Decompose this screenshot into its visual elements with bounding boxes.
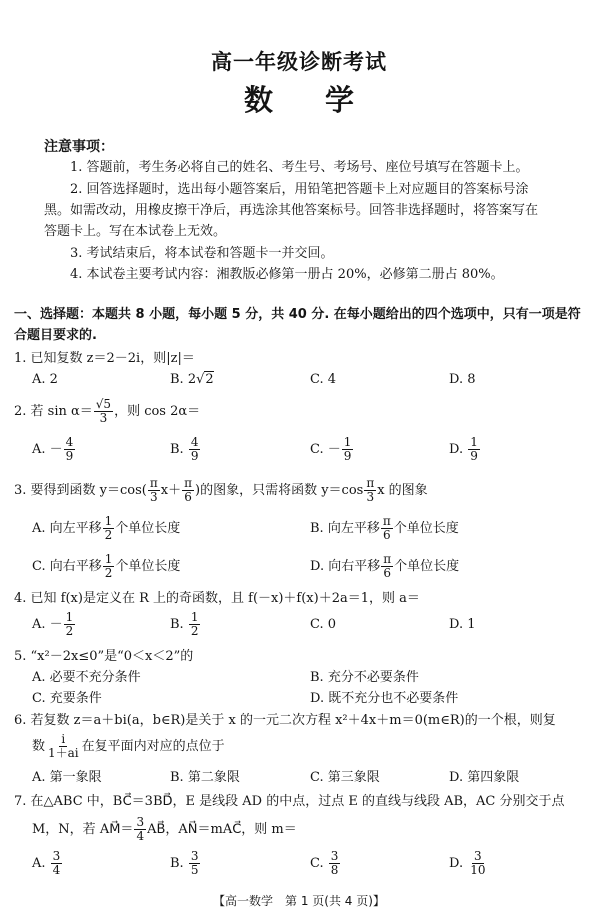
notice-item-2-end: 答题卡上。写在本试卷上无效。 [44,224,227,239]
notice-item-4: 4. 本试卷主要考试内容：湘教版必修第一册占 20%，必修第二册占 80%。 [70,267,504,282]
q7-option-c [310,850,341,877]
fraction [342,436,354,463]
label: A. 向左平移 [32,521,102,536]
fraction [134,816,146,843]
numerator: π [184,476,192,490]
page-footer: 【高一数学 第 1 页(共 4 页)】 [213,894,385,908]
numerator: 1 [343,435,352,449]
q5-option-a: A. 必要不充分条件 [32,670,141,685]
question-7-stem-2 [32,816,297,843]
numerator: 1 [104,514,113,528]
denominator: 9 [470,449,478,463]
notice-item-2: 2. 回答选择题时，选出每小题答案后，用铅笔把答题卡上对应题目的答案标号涂 [70,182,529,197]
fraction [468,436,480,463]
exam-title: 高一年级诊断考试 [211,50,387,74]
q6-option-a: A. 第一象限 [32,770,102,785]
label: C. 向右平移 [32,559,102,574]
question-1-stem: 1. 已知复数 z＝2－2i，则|z|＝ [14,351,195,366]
numerator: 1 [190,610,199,624]
denominator: 3 [99,411,108,425]
denominator: 9 [190,449,199,463]
label: A. － [32,617,63,632]
notice-heading: 注意事项： [44,139,114,155]
fraction [364,477,376,504]
label: B. 向左平移 [310,521,380,536]
numerator: 1 [104,552,113,566]
q2-stem-post: ，则 cos 2α＝ [114,404,201,419]
label: C. [310,856,328,871]
denominator: 4 [136,829,145,843]
denominator: 6 [184,490,192,504]
fraction [148,477,160,504]
denominator: 5 [190,863,199,877]
fraction [182,477,194,504]
question-7-stem-1: 7. 在△ABC 中，BC⃗＝3BD⃗，E 是线段 AD 的中点，过点 E 的直线与线段 AB，AC 分别交于点 [14,794,565,809]
fraction [381,515,393,542]
q5-option-c: C. 充要条件 [32,691,102,706]
q1-option-b [170,372,214,387]
fraction [381,553,393,580]
q5-option-d: D. 既不充分也不必要条件 [310,691,459,706]
denominator: 6 [383,566,391,580]
numerator: 4 [190,435,199,449]
q6-option-c: C. 第三象限 [310,770,380,785]
label: D. [449,442,468,457]
q7-option-a [32,850,63,877]
fraction [46,733,81,760]
tail: 个单位长度 [115,559,181,574]
denominator: 1＋ai [48,746,79,760]
q6-option-b: B. 第二象限 [170,770,240,785]
numerator: π [383,552,392,566]
numerator: i [61,732,66,746]
q4-option-c: C. 0 [310,617,337,632]
q4-option-b [170,611,201,638]
q7-option-b [170,850,201,877]
subject-title: 数学 [243,83,406,117]
q3-option-b [310,515,459,542]
denominator: 9 [343,449,352,463]
numerator: 3 [52,849,61,863]
section-heading: 一、选择题：本题共 8 小题，每小题 5 分，共 40 分. 在每小题给出的四个选项中，只有一项是符合题目要求的. [14,307,581,343]
denominator: 10 [470,863,486,877]
q1-option-b-label: B. 2 [170,372,197,387]
denominator: 2 [190,624,199,638]
question-3-stem [14,477,428,504]
fraction [64,611,76,638]
numerator: 3 [190,849,199,863]
numerator: 1 [470,435,478,449]
sqrt-symbol: √ [196,372,205,387]
denominator: 3 [150,490,158,504]
fraction [51,850,63,877]
q3-option-d [310,553,459,580]
q1-option-d: D. 8 [449,372,476,387]
denominator: 2 [104,528,113,542]
numerator: 4 [65,435,74,449]
q4-option-d: D. 1 [449,617,476,632]
label: B. [170,442,188,457]
denominator: 8 [330,863,339,877]
q3-stem-a: 3. 要得到函数 y＝cos( [14,483,147,498]
fraction [64,436,76,463]
q2-stem-pre: 2. 若 sin α＝ [14,404,93,419]
q6-stem-post: 在复平面内对应的点位于 [81,739,225,754]
q7-stem-post: AB⃗，AN⃗＝mAC⃗，则 m＝ [147,822,297,837]
fraction [189,611,201,638]
fraction [329,850,341,877]
q2-option-d [449,436,481,463]
q3-stem-b: x＋ [160,483,182,498]
q3-stem-d: x 的图象 [377,483,428,498]
label: A. － [32,442,63,457]
question-2-stem [14,398,200,425]
label: B. [170,617,188,632]
denominator: 3 [366,490,375,504]
question-6-stem-2 [32,733,225,760]
numerator: √5 [95,397,112,411]
q4-option-a [32,611,76,638]
q7-option-d [449,850,489,877]
numerator: 3 [330,849,339,863]
tail: 个单位长度 [394,559,460,574]
label: D. [449,856,468,871]
q2-stem-fraction [94,398,113,425]
numerator: 3 [474,849,482,863]
label: D. 向右平移 [310,559,381,574]
numerator: 3 [136,815,145,829]
notice-item-2-cont: 黑。如需改动，用橡皮擦干净后，再选涂其他答案标号。回答非选择题时，将答案写在 [44,203,539,218]
question-6-stem-1: 6. 若复数 z＝a＋bi(a，b∈R)是关于 x 的一元二次方程 x²＋4x＋m＝0(m∈R)的一个根，则复 [14,713,556,728]
numerator: π [382,514,391,528]
tail: 个单位长度 [115,521,181,536]
fraction [103,553,115,580]
numerator: π [149,476,158,490]
q1-option-c: C. 4 [310,372,337,387]
denominator: 2 [65,624,74,638]
denominator: 4 [52,863,61,877]
notice-item-1: 1. 答题前，考生务必将自己的姓名、考生号、考场号、座位号填写在答题卡上。 [70,160,529,175]
denominator: 6 [382,528,391,542]
q5-option-b: B. 充分不必要条件 [310,670,419,685]
q2-option-a [32,436,76,463]
q2-option-c [310,436,354,463]
fraction [189,850,201,877]
label: B. [170,856,188,871]
q7-stem-pre: M，N，若 AM⃗＝ [32,822,134,837]
label: A. [32,856,50,871]
notice-item-3: 3. 考试结束后，将本试卷和答题卡一并交回。 [70,246,334,261]
q6-stem-pre: 数 [32,739,46,754]
fraction [468,850,487,877]
numerator: 1 [65,610,74,624]
q3-stem-c: )的图象，只需将函数 y＝cos [195,483,364,498]
q1-option-a: A. 2 [32,372,58,387]
q3-option-a [32,515,180,542]
fraction [103,515,115,542]
denominator: 2 [104,566,113,580]
question-5-stem: 5. “x²－2x≤0”是“0＜x＜2”的 [14,649,194,664]
tail: 个单位长度 [393,521,459,536]
question-4-stem: 4. 已知 f(x)是定义在 R 上的奇函数，且 f(－x)＋f(x)＋2a＝1，则 a＝ [14,591,420,606]
fraction [189,436,201,463]
q2-option-b [170,436,201,463]
q1-option-b-radicand: 2 [205,372,214,387]
denominator: 9 [65,449,74,463]
q3-option-c [32,553,180,580]
label: C. － [310,442,341,457]
numerator: π [366,476,375,490]
q6-option-d: D. 第四象限 [449,770,520,785]
